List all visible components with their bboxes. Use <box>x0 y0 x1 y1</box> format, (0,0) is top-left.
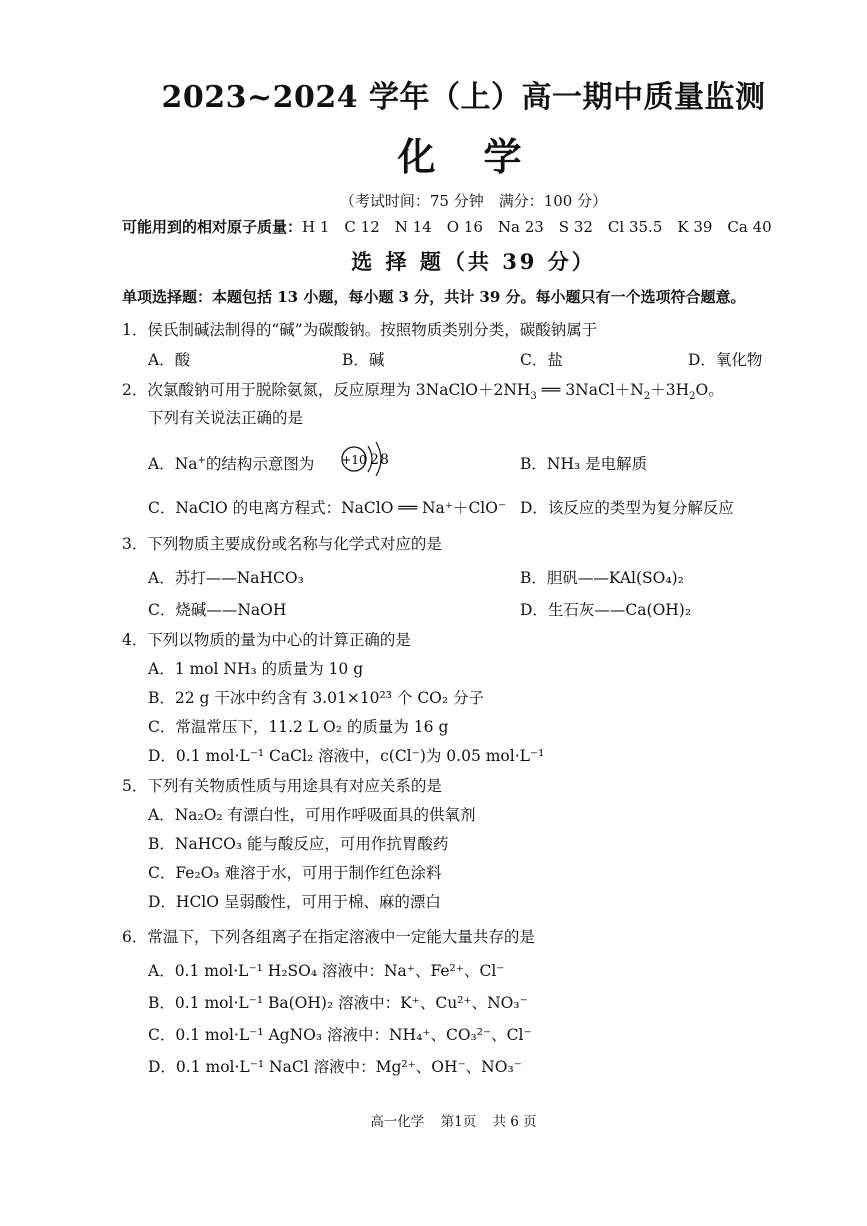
q2-stem-part4: O。 <box>695 381 724 399</box>
q5-option-c: C．Fe₂O₃ 难溶于水，可用于制作红色涂料 <box>148 864 442 882</box>
q1-option-c: C．盐 <box>520 351 563 369</box>
q1-option-a: A．酸 <box>148 351 191 369</box>
q3-option-d: D．生石灰——Ca(OH)₂ <box>520 601 692 619</box>
q2-stem-part2: ══ 3NaCl＋N <box>536 381 644 399</box>
q2-stem-part3: ＋3H <box>650 381 690 399</box>
q2-stem: 2．次氯酸钠可用于脱除氨氮，反应原理为 $3NaClO+2NH_3$ ══ $3NaCl+N_2+3H_2O$。 <box>122 381 724 403</box>
q3-stem: 3．下列物质主要成份或名称与化学式对应的是 <box>122 535 442 553</box>
q1-option-d: D．氧化物 <box>688 351 763 369</box>
subject-title: 化学 <box>397 134 570 179</box>
q1-stem: 1．侯氏制碱法制得的“碱”为碳酸钠。按照物质类别分类，碳酸钠属于 <box>122 321 598 339</box>
q6-option-a: A．0.1 mol·L⁻¹ H₂SO₄ 溶液中：Na⁺、Fe²⁺、Cl⁻ <box>148 962 505 980</box>
q6-option-d: D．0.1 mol·L⁻¹ NaCl 溶液中：Mg²⁺、OH⁻、NO₃⁻ <box>148 1058 522 1076</box>
q4-stem: 4．下列以物质的量为中心的计算正确的是 <box>122 631 411 649</box>
shell-1-electrons: 2 <box>370 452 379 468</box>
q2-stem-part1: 2．次氯酸钠可用于脱除氨氮，反应原理为 3NaClO＋2NH <box>122 381 531 399</box>
q2-option-b: B．NH₃ 是电解质 <box>520 455 648 473</box>
atomic-masses <box>122 216 772 237</box>
q4-option-b: B．22 g 干冰中约含有 3.01×10²³ 个 CO₂ 分子 <box>148 689 485 707</box>
footer-page-number: 第1页 <box>440 1114 477 1130</box>
q2-option-d: D．该反应的类型为复分解反应 <box>520 499 734 517</box>
q3-option-b: B．胆矾——KAl(SO₄)₂ <box>520 569 684 587</box>
q3-option-c: C．烧碱——NaOH <box>148 601 287 619</box>
q2-option-a-pre: A．Na <box>148 455 198 473</box>
q1-option-b: B．碱 <box>342 351 385 369</box>
q6-option-c: C．0.1 mol·L⁻¹ AgNO₃ 溶液中：NH₄⁺、CO₃²⁻、Cl⁻ <box>148 1026 532 1044</box>
section-title: 选 择 题（共 39 分） <box>351 249 596 274</box>
exam-title: 2023~2024 学年（上）高一期中质量监测 <box>161 80 766 115</box>
q2-option-a-post: 的结构示意图为 <box>205 455 315 473</box>
q5-option-b: B．NaHCO₃ 能与酸反应，可用作抗胃酸药 <box>148 835 449 853</box>
exam-info: （考试时间：75 分钟 满分：100 分） <box>339 192 608 210</box>
q5-option-d: D．HClO 呈弱酸性，可用于棉、麻的漂白 <box>148 893 441 911</box>
q4-option-c: C．常温常压下，11.2 L O₂ 的质量为 16 g <box>148 718 449 736</box>
q2-option-a: A．Na+的结构示意图为 <box>148 454 315 473</box>
sodium-ion-structure-diagram <box>340 440 410 496</box>
footer-course: 高一化学 <box>370 1114 425 1130</box>
q2-stem2: 下列有关说法正确的是 <box>148 409 304 427</box>
nucleus-charge: +10 <box>341 453 367 467</box>
atomic-masses-values: H 1 C 12 N 14 O 16 Na 23 S 32 Cl 35.5 K 39 Ca 40 <box>302 218 772 236</box>
q2-option-c: C．NaClO 的电离方程式：NaClO ══ Na⁺＋ClO⁻ <box>148 499 507 517</box>
q6-option-b: B．0.1 mol·L⁻¹ Ba(OH)₂ 溶液中：K⁺、Cu²⁺、NO₃⁻ <box>148 994 528 1012</box>
atomic-masses-label: 可能用到的相对原子质量： <box>122 218 303 236</box>
q3-option-a: A．苏打——NaHCO₃ <box>148 569 304 587</box>
q6-stem: 6．常温下，下列各组离子在指定溶液中一定能大量共存的是 <box>122 928 535 946</box>
footer-total-pages: 共 6 页 <box>492 1114 537 1130</box>
q4-option-a: A．1 mol NH₃ 的质量为 10 g <box>148 660 364 678</box>
section-instructions: 单项选择题：本题包括 13 小题，每小题 3 分，共计 39 分。每小题只有一个选项符合题意。 <box>122 288 746 306</box>
shell-2-electrons: 8 <box>380 452 389 468</box>
q5-option-a: A．Na₂O₂ 有漂白性，可用作呼吸面具的供氧剂 <box>148 806 476 824</box>
page-footer <box>0 1110 867 1130</box>
q5-stem: 5．下列有关物质性质与用途具有对应关系的是 <box>122 777 442 795</box>
q4-option-d: D．0.1 mol·L⁻¹ CaCl₂ 溶液中，c(Cl⁻)为 0.05 mol·L⁻¹ <box>148 747 545 765</box>
